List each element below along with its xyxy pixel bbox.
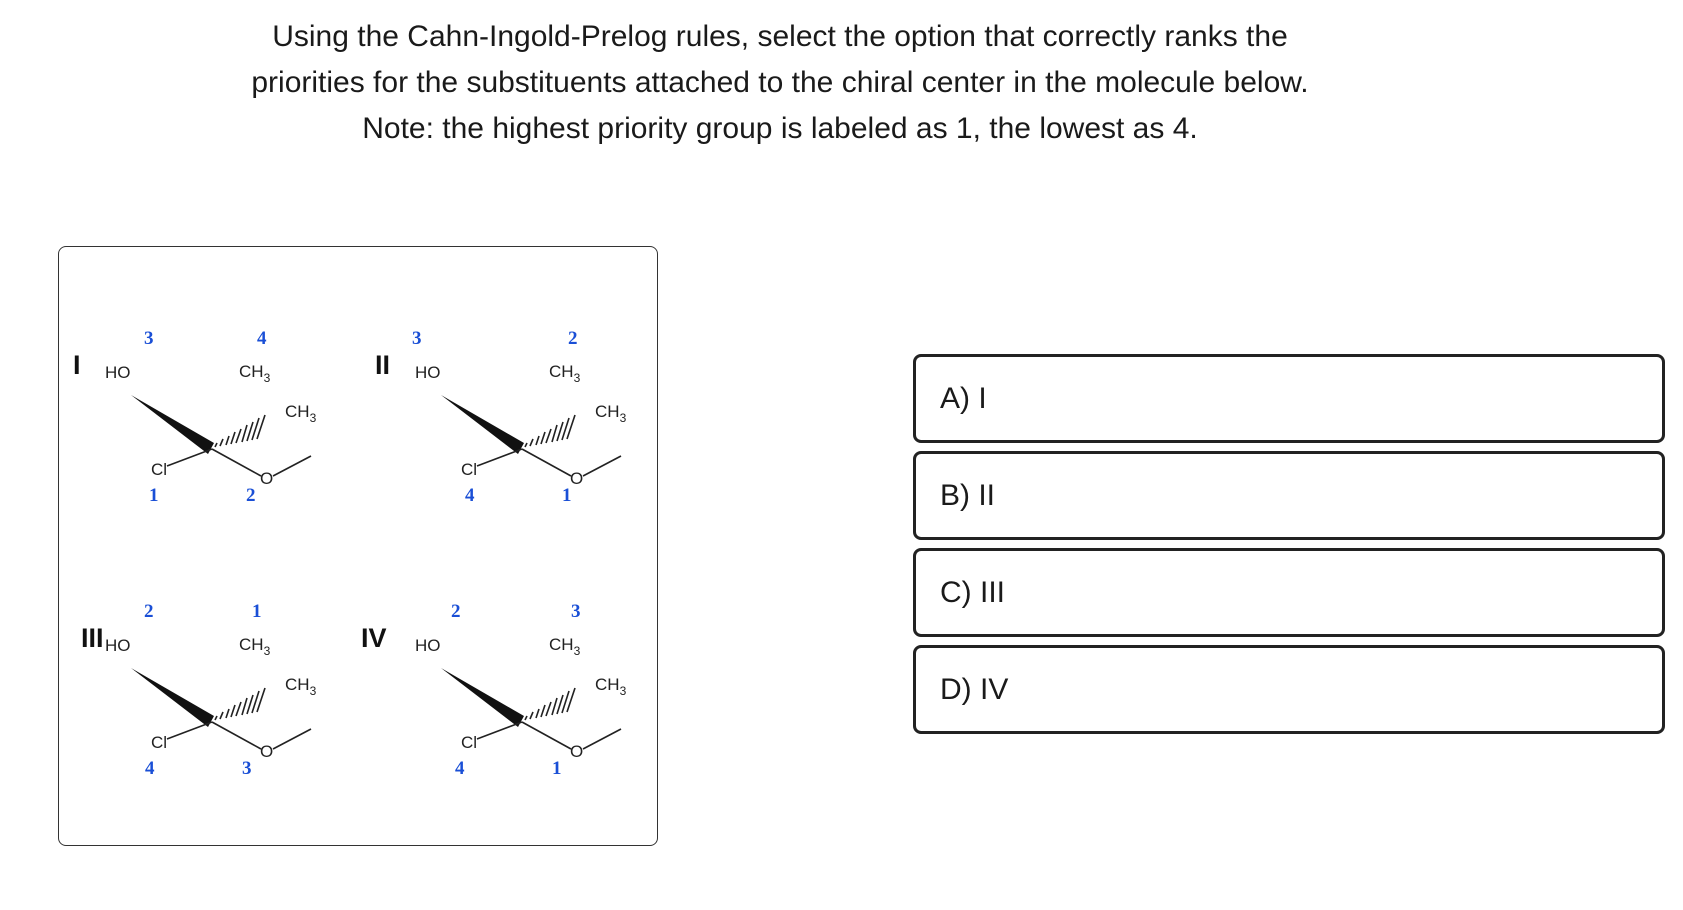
rank-methyl: 1 xyxy=(252,601,262,622)
rank-chlorine: 4 xyxy=(465,485,475,506)
option-d-button[interactable]: D) IV xyxy=(913,645,1665,734)
molecule-figure xyxy=(58,246,658,846)
rank-chlorine: 1 xyxy=(149,485,159,506)
methyl-label: $CH_3$ xyxy=(549,362,581,385)
chlorine-label: Cl xyxy=(151,460,168,479)
question-line-3: Note: the highest priority group is labeled as 1, the lowest as 4. xyxy=(362,112,1198,145)
question-line-2: priorities for the substituents attached to the chiral center in the molecule below. xyxy=(251,66,1309,99)
rank-methyl: 4 xyxy=(257,328,267,349)
structure-iii xyxy=(81,601,317,779)
rank-hydroxyl: 3 xyxy=(412,328,422,349)
option-a-button[interactable]: A) I xyxy=(913,354,1665,443)
question-line-1: Using the Cahn-Ingold-Prelog rules, select the option that correctly ranks the xyxy=(272,20,1288,53)
option-b-button[interactable]: B) II xyxy=(913,451,1665,540)
oxygen-label: O xyxy=(570,742,584,761)
structure-numeral: III xyxy=(81,623,104,653)
rank-chlorine: 4 xyxy=(455,758,465,779)
methyl-label: $CH_3$ xyxy=(595,675,627,698)
chlorine-label: Cl xyxy=(461,460,478,479)
rank-methyl: 2 xyxy=(568,328,578,349)
rank-ester: 1 xyxy=(562,485,572,506)
question-text xyxy=(90,14,1470,152)
rank-hydroxyl: 2 xyxy=(144,601,154,622)
answer-options xyxy=(913,354,1665,742)
oxygen-label: O xyxy=(570,469,584,488)
oxygen-label: O xyxy=(260,469,274,488)
rank-ester: 2 xyxy=(246,485,256,506)
structure-iv xyxy=(361,601,627,779)
methyl-label: $CH_3$ xyxy=(239,362,271,385)
structure-numeral: IV xyxy=(361,623,387,653)
methyl-label: $CH_3$ xyxy=(285,675,317,698)
rank-methyl: 3 xyxy=(571,601,581,622)
structure-ii xyxy=(375,328,627,506)
rank-chlorine: 4 xyxy=(145,758,155,779)
chlorine-label: Cl xyxy=(461,733,478,752)
rank-ester: 1 xyxy=(552,758,562,779)
molecule-figure-svg xyxy=(59,247,659,847)
methyl-label: $CH_3$ xyxy=(595,402,627,425)
structure-numeral: I xyxy=(73,350,81,380)
hydroxyl-label: HO xyxy=(105,636,131,655)
rank-ester: 3 xyxy=(242,758,252,779)
rank-hydroxyl: 3 xyxy=(144,328,154,349)
option-c-button[interactable]: C) III xyxy=(913,548,1665,637)
methyl-label: $CH_3$ xyxy=(285,402,317,425)
rank-hydroxyl: 2 xyxy=(451,601,461,622)
methyl-label: $CH_3$ xyxy=(239,635,271,658)
hydroxyl-label: HO xyxy=(415,363,441,382)
oxygen-label: O xyxy=(260,742,274,761)
methyl-label: $CH_3$ xyxy=(549,635,581,658)
structure-i xyxy=(73,328,317,506)
hydroxyl-label: HO xyxy=(415,636,441,655)
hydroxyl-label: HO xyxy=(105,363,131,382)
structure-numeral: II xyxy=(375,350,391,380)
chlorine-label: Cl xyxy=(151,733,168,752)
